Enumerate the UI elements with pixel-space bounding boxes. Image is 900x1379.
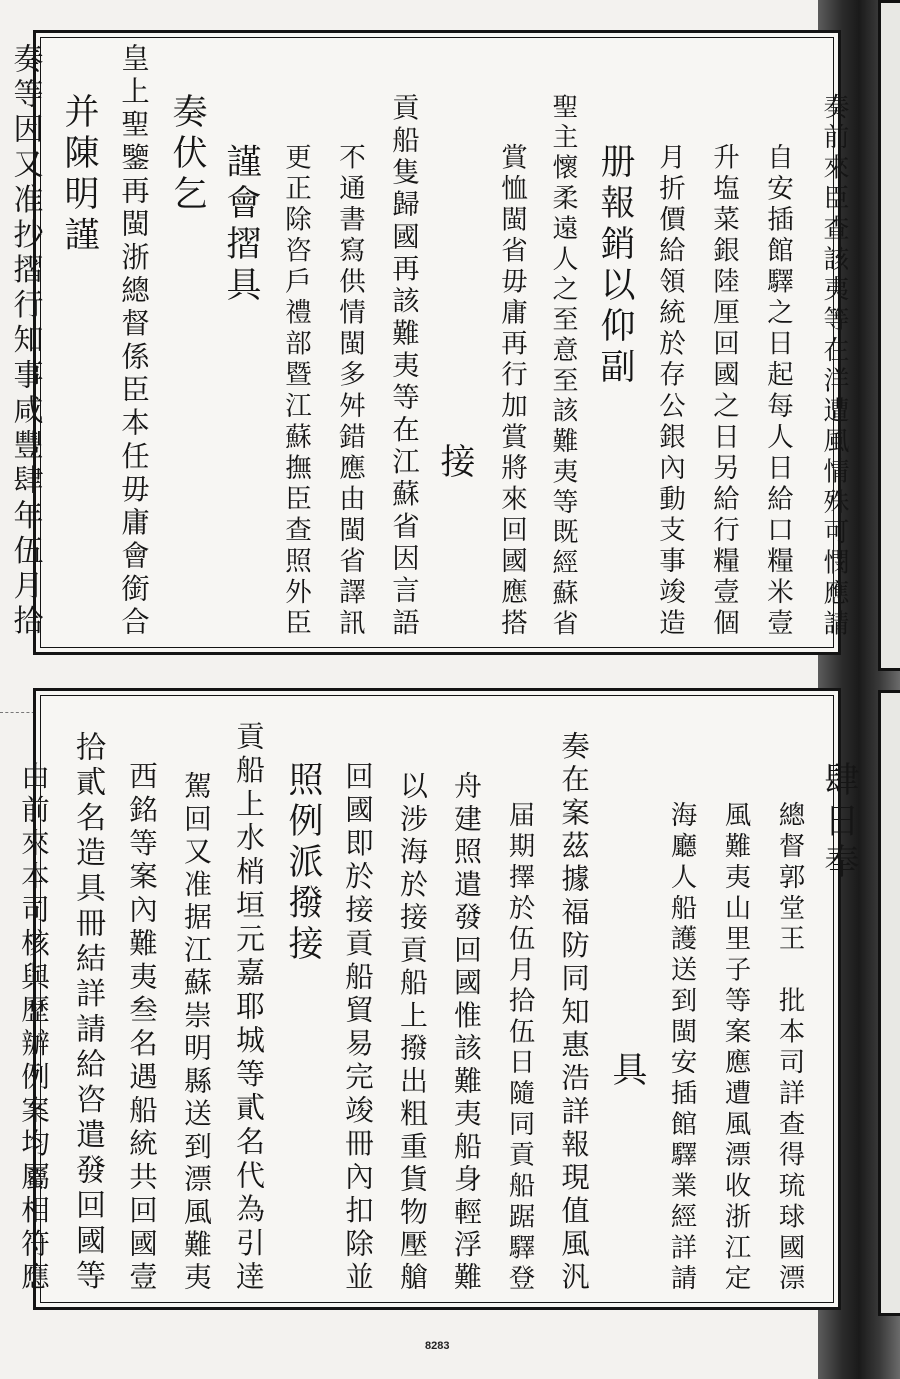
facing-page-edge-bottom [878, 690, 900, 1316]
bottom-panel-text-column: 奏在案茲據福防同知惠浩詳報現值風汎 [557, 731, 590, 1295]
top-panel-text-column: 更正除咨戶禮部暨江蘇撫臣查照外臣 [280, 143, 311, 640]
bottom-panel-text-column: 拾貳名造具冊結詳請給咨遣發回國等 [70, 731, 105, 1295]
top-panel-text-column: 自安插館驛之日起每人日給口糧米壹 [762, 143, 793, 640]
bottom-panel-text-column: 風難夷山里子等案應遭風漂收浙江定 [720, 801, 750, 1295]
top-panel-text-column: 賞恤閩省毋庸再行加賞將來回國應搭 [496, 143, 527, 640]
bottom-panel-text-column: 肆日奉 [819, 761, 859, 884]
top-panel-text-column: 月折價給領統於存公銀內動支事竣造 [654, 143, 685, 640]
top-panel-text-column: 奏伏乞 [167, 93, 207, 216]
top-panel-text-column: 接 [435, 443, 475, 484]
bottom-panel-text-column: 以涉海於接貢船上撥出粗重貨物壓艙 [395, 771, 428, 1295]
bottom-panel-text-column: 由前來本司核與歷辦例案均屬相符應 [17, 761, 50, 1295]
bottom-panel-text-column: 貢船上水梢垣元嘉耶城等貳名代為引逹 [232, 721, 266, 1295]
page-number: 8283 [425, 1340, 450, 1352]
top-panel-text-column: 奏等因又准抄摺行知事咸豐肆年伍月拾 [8, 43, 43, 640]
top-panel-text-column: 皇上聖鑒再閩浙總督係臣本任毋庸會銜合 [117, 43, 150, 640]
top-panel-text-column: 升塩菜銀陸厘回國之日另給行糧壹個 [708, 143, 739, 640]
bottom-panel-text-column: 具 [607, 1051, 647, 1092]
top-panel-text-column: 不通書寫供情閩多舛錯應由閩省譯訊 [334, 143, 365, 640]
facing-page-edge-top [878, 0, 900, 671]
top-panel-text-column: 謹會摺具 [221, 143, 261, 307]
bottom-panel-text-column: 回國即於接貢船貿易完竣冊內扣除並 [341, 761, 374, 1295]
top-panel-text-column: 册報銷以仰副 [595, 143, 635, 389]
top-panel-text-column: 聖主懷柔遠人之至意至該難夷等既經蘇省 [548, 93, 578, 640]
bottom-panel-text-column: 海廳人船護送到閩安插館驛業經詳請 [666, 801, 696, 1295]
bottom-panel-text-column: 駕回又准据江蘇崇明縣送到漂風難夷 [179, 771, 212, 1295]
top-panel-text-column: 奏前來臣查該夷等在洋遭風情殊可憫應請 [819, 93, 849, 640]
bottom-panel-text-column: 總督郭堂王 批本司詳查得琉球國漂 [774, 801, 804, 1295]
top-panel-text-column: 貢船隻歸國再該難夷等在江蘇省因言語 [387, 93, 418, 640]
bottom-panel-text-column: 届期擇於伍月拾伍日隨同貢船踞驛登 [504, 801, 534, 1295]
bottom-panel [17, 688, 859, 1310]
bottom-panel-text-column: 照例派撥接 [283, 761, 323, 966]
bottom-panel-text-column: 舟建照遣發回國惟該難夷船身輕浮難 [449, 771, 482, 1295]
top-panel-text-column: 并陳明謹 [59, 93, 99, 257]
top-panel [8, 30, 849, 655]
bottom-panel-text-column: 西銘等案內難夷叁名遇船統共回國壹 [125, 761, 158, 1295]
